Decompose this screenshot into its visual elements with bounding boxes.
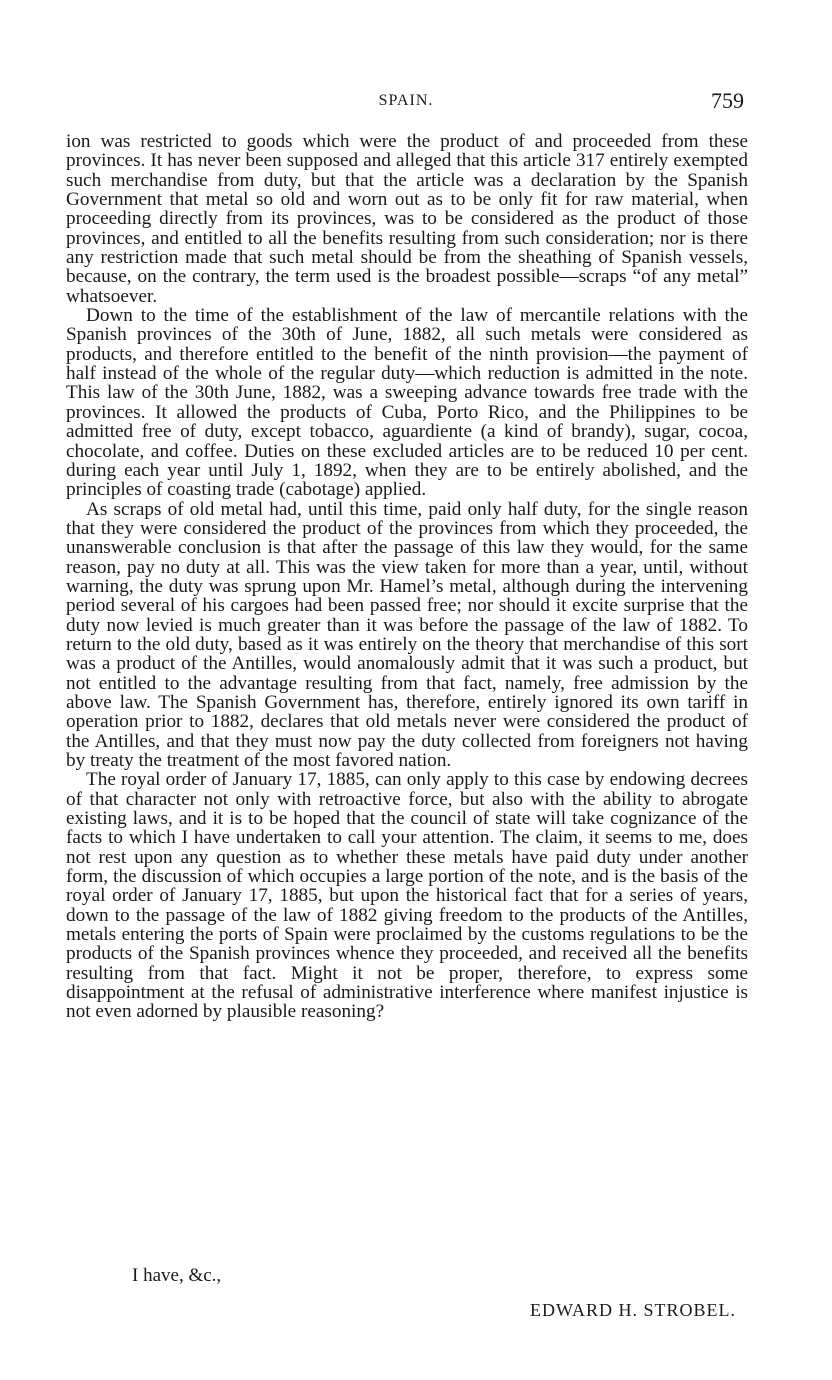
paragraph: The royal order of January 17, 1885, can only apply to this case by endowing decrees of that character not only with retroactive force, but also with the ability to abrogate existing laws, and it is to be hoped that the council of state will take cognizance of the facts to which I have undertaken to call your attention. The claim, it seems to me, does not rest upon any question as to whether these metals have paid duty under another form, the discussion of which occupies a large portion of the note, and is the basis of the royal order of January 17, 1885, but upon the historical fact that for a series of years, down to the passage of the law of 1882 giving freedom to the products of the Antilles, metals entering the ports of Spain were proclaimed by the customs regulations to be the products of the Spanish provinces whence they proceeded, and received all the benefits resulting from that fact. Might it not be proper, therefore, to express some disappointment at the refusal of administrative interference where manifest injustice is not even adorned by plausible reasoning? [66,769,748,1023]
paragraph: As scraps of old metal had, until this time, paid only half duty, for the single reason that they were considered the product of the provinces from which they proceeded, the unanswerable conclusion is that after the passage of this law they would, for the same reason, pay no duty at all. This was the view taken for more than a year, until, without warning, the duty was sprung upon Mr. Hamel’s metal, although during the intervening period several of his cargoes had been passed free; nor should it excite surprise that the duty now levied is much greater than it was before the passage of the law of 1882. To return to the old duty, based as it was entirely on the theory that merchandise of this sort was a product of the Antilles, would anomalously admit that it was such a product, but not entitled to the advantage resulting from that fact, namely, free admission by the above law. The Spanish Government has, therefore, entirely ignored its own tariff in operation prior to 1882, declares that old metals never were considered the product of the Antilles, and that they must now pay the duty collected from foreigners not having by treaty the treatment of the most favored nation. [66,498,748,771]
closing-line: I have, &c., [132,1265,222,1286]
page-number: 759 [711,88,744,113]
body-text [66,132,748,1022]
paragraph: Down to the time of the establishment of the law of mercantile relations with the Spanish provinces of the 30th of June, 1882, all such metals were considered as products, and therefore entitled to the benefit of the ninth provision—the payment of half instead of the whole of the regular duty—which reduction is admitted in the note. This law of the 30th June, 1882, was a sweeping advance towards free trade with the provinces. It allowed the products of Cuba, Porto Rico, and the Philippines to be admitted free of duty, except tobacco, aguardiente (a kind of brandy), sugar, cocoa, chocolate, and coffee. Duties on these excluded articles are to be reduced 10 per cent. during each year until July 1, 1892, when they are to be entirely abolished, and the principles of coasting trade (cabotage) applied. [66,305,748,501]
running-head: SPAIN. [378,92,434,109]
signature: EDWARD H. STROBEL. [530,1300,736,1320]
page-header [66,88,746,114]
paragraph-continued: ion was restricted to goods which were the product of and proceeded from these provinces. It has never been supposed and alleged that this article 317 entirely exempted such merchandise from duty, but that the article was a declaration by the Spanish Government that metal so old and worn out as to be only fit for raw material, when proceeding directly from its provinces, was to be considered as the product of those provinces, and entitled to all the benefits resulting from such consideration; nor is there any restriction made that such metal should be from the sheathing of Spanish vessels, because, on the contrary, the term used is the broadest possible—scraps “of any metal” whatsoever. [66,131,748,307]
